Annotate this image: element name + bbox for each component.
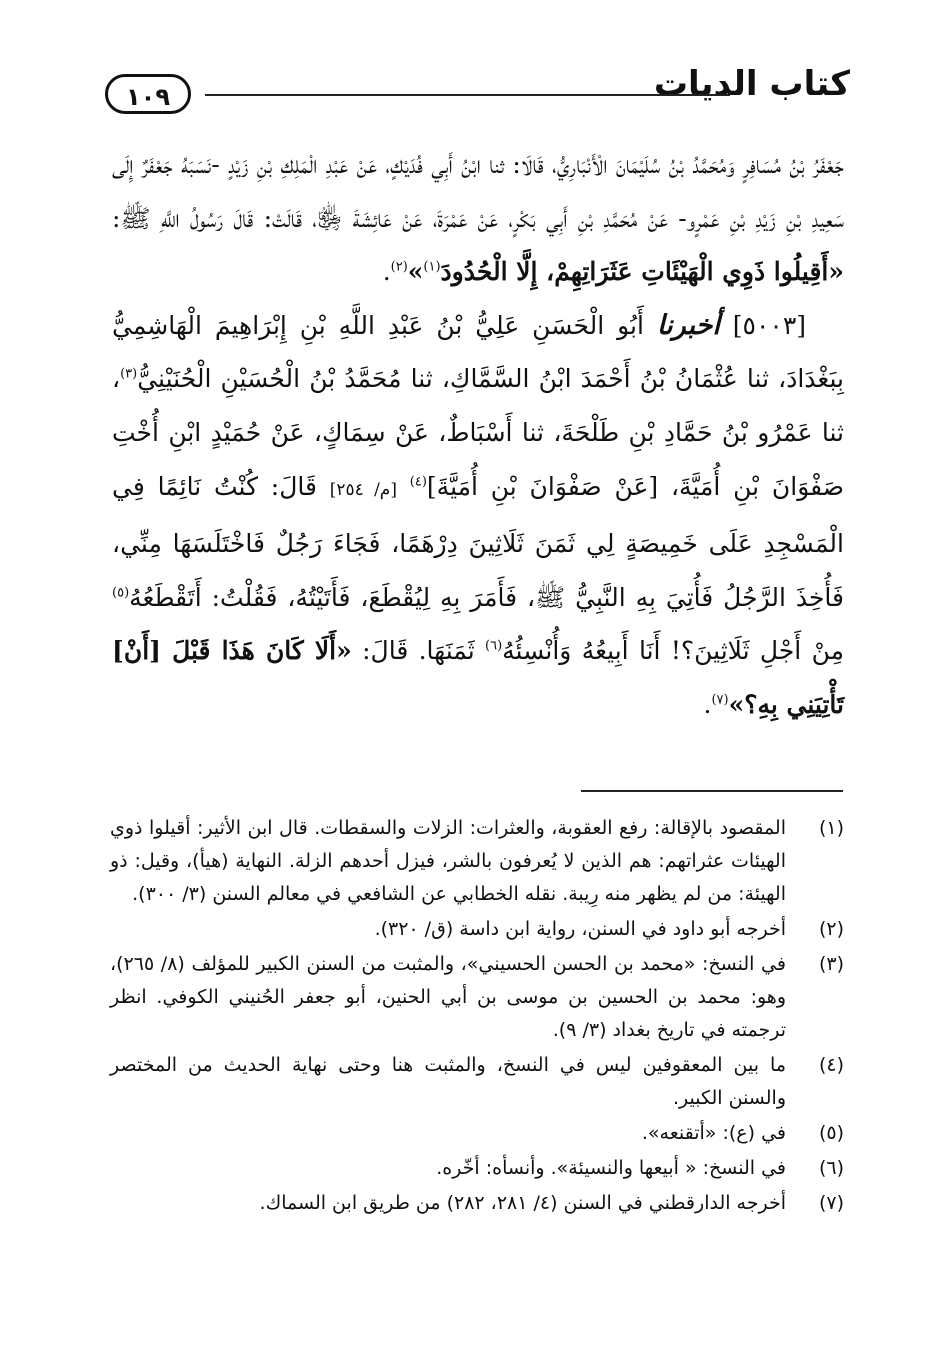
footnote-number: (٧) — [818, 1192, 844, 1214]
footnote-number: (٤) — [818, 1054, 844, 1076]
hadith-paragraph-1 — [112, 138, 844, 299]
footnote-item — [110, 1049, 844, 1115]
footnote-number: (٢) — [818, 918, 844, 940]
page-number: ١٠٩ — [105, 74, 191, 114]
footnote-text: أخرجه الدارقطني في السنن (٤/ ٢٨١، ٢٨٢) من طريق ابن السماك. — [259, 1192, 786, 1214]
quote-close: » — [407, 257, 424, 287]
book-title-logo: كتاب الديات — [653, 64, 850, 104]
sentence-end: . — [703, 689, 712, 719]
hadith-text: جَعْفَرُ بْنُ مُسَافِرٍ وَمُحَمَّدُ بْنُ سُلَيْمَانَ الْأَنْبَارِيُّ، قَالَا: ثنا ابْنُ أَبِي فُدَيْكٍ، عَنْ عَبْدِ الْمَلِكِ بْنِ زَيْدٍ -نَسَبَهُ جَعْفَرٌ إِلَى سَعِيدِ بْنِ زَيْدِ بْنِ عَمْرٍو- عَنْ مُحَمَّدِ بْنِ أَبِي بَكْرٍ، عَنْ عَمْرَةَ، عَنْ عَائِشَةَ ﵂، قَالَتْ: قَالَ رَسُولُ اللَّهِ ﷺ: — [112, 150, 844, 233]
footnote-item — [110, 1117, 844, 1150]
isnad-text-a: أَبُو الْحَسَنِ عَلِيُّ بْنُ عَبْدِ اللَّهِ بْنِ إِبْرَاهِيمَ الْهَاشِمِيُّ بِبَغْدَادَ، ثنا عُثْمَانُ بْنُ أَحْمَدَ ابْنُ السَّمَّاكِ، ثنا مُحَمَّدُ بْنُ الْحُسَيْنِ الْحُنَيْنِيُّ — [112, 310, 844, 394]
footnote-number: (١) — [818, 817, 844, 839]
footnote-text: المقصود بالإقالة: رفع العقوبة، والعثرات: الزلات والسقطات. قال ابن الأثير: أقيلوا ذوي الهيئات عثراتهم: هم الذين لا يُعرفون بالشر، فيزل أحدهم الزلة. النهاية (هيأ)، وقيل: ذو الهيئة: من لم يظهر منه رِيبة. نقله الخطابي عن الشافعي في معالم السنن (٣/ ٣٠٠). — [110, 817, 786, 905]
header-rule — [205, 94, 730, 96]
footnote-ref-7[interactable]: (٧) — [711, 692, 729, 708]
footnote-text: ما بين المعقوفين ليس في النسخ، والمثبت هنا وحتى نهاية الحديث من المختصر والسنن الكبير. — [110, 1054, 786, 1109]
footnote-ref-3[interactable]: (٣) — [120, 367, 138, 383]
manuscript-page-ref: [م/ ٢٥٤] — [329, 479, 397, 500]
footnote-separator — [581, 790, 843, 792]
footnote-number: (٥) — [818, 1122, 844, 1144]
main-text — [112, 138, 844, 732]
footnote-ref-5[interactable]: (٥) — [112, 585, 130, 601]
footnote-ref-4[interactable]: (٤) — [409, 474, 427, 490]
footnote-ref-6[interactable]: (٦) — [485, 639, 503, 655]
footnote-number: (٦) — [818, 1157, 844, 1179]
hadith-number: [٥٠٠٣] — [732, 310, 807, 340]
footnote-number: (٣) — [818, 953, 844, 975]
page-header — [105, 64, 850, 128]
matn-text-d: مِنْ أَجْلِ ثَلَاثِينَ؟! أَنَا أَبِيعُهُ وَأُنْسِئُهُ — [502, 636, 844, 666]
footnote-text: في (ع): «أتقنعه». — [641, 1122, 786, 1144]
sentence-end: . — [382, 257, 391, 287]
hadith-quote: «أَقِيلُوا ذَوِي الْهَيْئَاتِ عَثَرَاتِهِمْ، إِلَّا الْحُدُودَ — [440, 257, 844, 287]
footnote-item — [110, 1152, 844, 1185]
footnote-item — [110, 812, 844, 911]
footnotes-section — [110, 812, 844, 1222]
footnote-item — [110, 913, 844, 946]
footnote-item — [110, 1187, 844, 1220]
footnote-ref-2[interactable]: (٢) — [390, 259, 408, 275]
footnote-ref-1[interactable]: (١) — [423, 259, 441, 275]
footnote-item — [110, 948, 844, 1047]
matn-text-c: قَالَ: كُنْتُ نَائِمًا فِي الْمَسْجِدِ عَلَى خَمِيصَةٍ لِي ثَمَنَ ثَلَاثِينَ دِرْهَمًا، فَجَاءَ رَجُلٌ فَاخْتَلَسَهَا مِنِّي، فَأُخِذَ الرَّجُلُ فَأُتِيَ بِهِ النَّبِيُّ ﷺ، فَأَمَرَ بِهِ لِيُقْطَعَ، فَأَتَيْتُهُ، فَقُلْتُ: أَتَقْطَعُهُ — [112, 471, 844, 612]
prophet-quote: «أَلَا كَانَ هَذَا قَبْلَ [أَنْ] تَأْتِيَنِي بِهِ؟» — [112, 636, 844, 719]
footnote-text: في النسخ: «محمد بن الحسن الحسيني»، والمثبت من السنن الكبير للمؤلف (٨/ ٢٦٥)، وهو: محمد بن الحسين بن موسى بن أبي الحنين، أبو جعفر الحُنيني الكوفي. انظر ترجمته في تاريخ بغداد (٣/ ٩). — [110, 953, 786, 1041]
akhbarana-keyword: أخبرنا — [656, 309, 720, 341]
footnote-text: أخرجه أبو داود في السنن، رواية ابن داسة (ق/ ٣٢٠). — [374, 918, 786, 940]
matn-text-e: ثَمَنَهَا. قَالَ: — [351, 636, 485, 666]
hadith-paragraph-2 — [112, 299, 844, 732]
isnad-text-b: ، ثنا عَمْرُو بْنُ حَمَّادِ بْنِ طَلْحَةَ، ثنا أَسْبَاطٌ، عَنْ سِمَاكٍ، عَنْ حُمَيْدٍ ابْنِ أُخْتِ صَفْوَانَ بْنِ أُمَيَّةَ، [عَنْ صَفْوَانَ بْنِ أُمَيَّةَ] — [112, 364, 845, 501]
footnote-text: في النسخ: « أبيعها والنسيئة». وأنسأه: أخّره. — [436, 1157, 786, 1179]
